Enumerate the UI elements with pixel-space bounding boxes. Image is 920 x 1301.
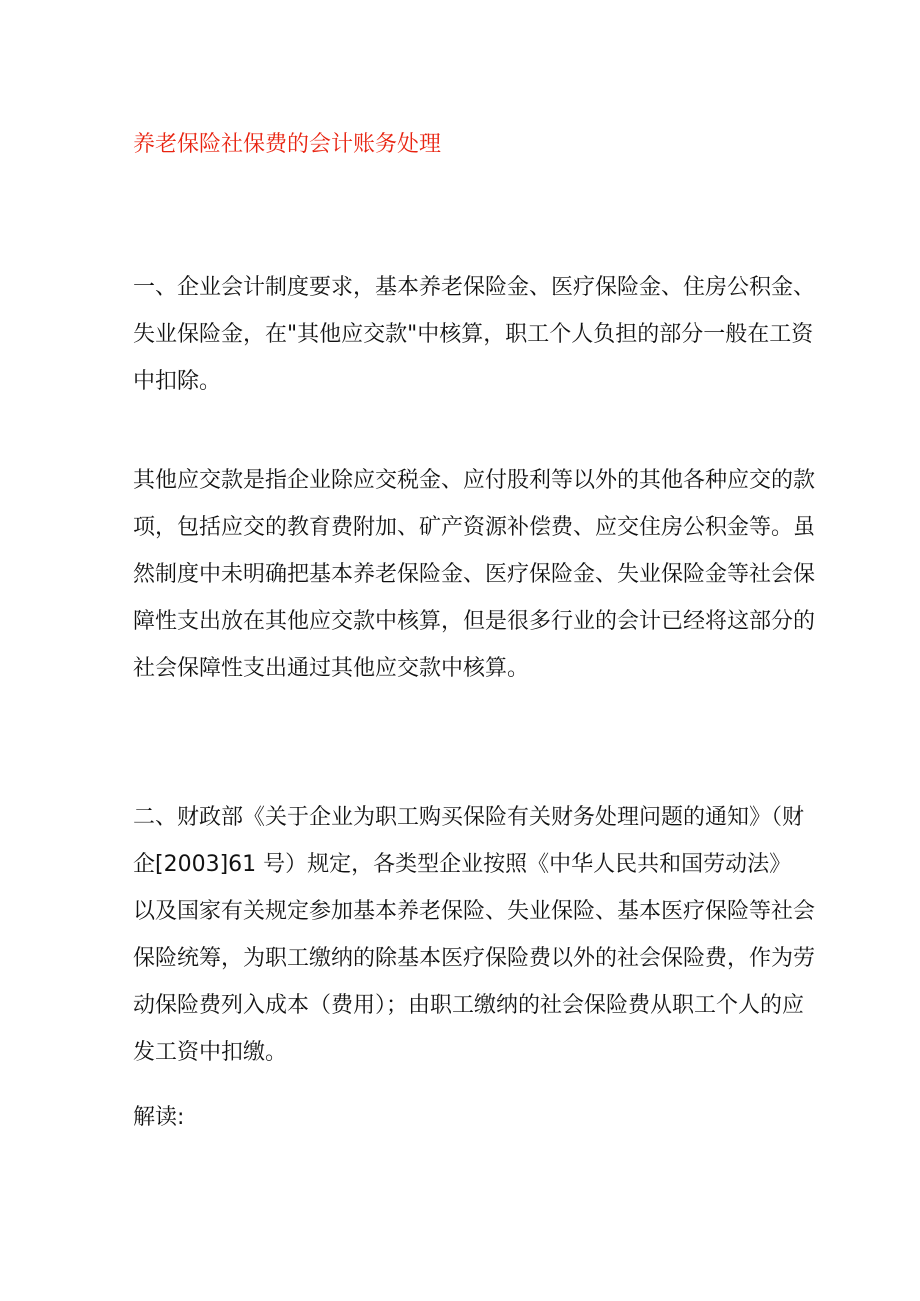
paragraph-enterprise-accounting-requirement [133, 264, 815, 405]
interpretation-label: 解读: [133, 1105, 185, 1130]
paragraph-line: 项，包括应交的教育费附加、矿产资源补偿费、应交住房公积金等。虽 [133, 515, 816, 540]
paragraph-other-payables-definition [133, 457, 815, 692]
paragraph-line: 社会保障性支出通过其他应交款中核算。 [133, 656, 530, 681]
paragraph-line: 然制度中未明确把基本养老保险金、医疗保险金、失业保险金等社会保 [133, 562, 816, 587]
paragraph-line: 二、财政部《关于企业为职工购买保险有关财务处理问题的通知》（财 [133, 805, 805, 830]
paragraph-line: 保险统筹，为职工缴纳的除基本医疗保险费以外的社会保险费，作为劳 [133, 946, 816, 971]
paragraph-line: 中扣除。 [133, 369, 222, 394]
paragraph-ministry-of-finance-notice [133, 794, 815, 1076]
paragraph-line: 其他应交款是指企业除应交税金、应付股利等以外的其他各种应交的款 [133, 468, 816, 493]
paragraph-line: 障性支出放在其他应交款中核算，但是很多行业的会计已经将这部分的 [133, 609, 816, 634]
paragraph-line: 失业保险金，在"其他应交款"中核算，职工个人负担的部分一般在工资 [133, 322, 814, 347]
paragraph-line: 企[2003]61 号）规定，各类型企业按照《中华人民共和国劳动法》 [133, 852, 792, 877]
paragraph-line: 一、企业会计制度要求，基本养老保险金、医疗保险金、住房公积金、 [133, 275, 816, 300]
paragraph-line: 以及国家有关规定参加基本养老保险、失业保险、基本医疗保险等社会 [133, 899, 816, 924]
document-title: 养老保险社保费的会计账务处理 [133, 132, 442, 157]
paragraph-line: 发工资中扣缴。 [133, 1040, 288, 1065]
paragraph-line: 动保险费列入成本（费用）；由职工缴纳的社会保险费从职工个人的应 [133, 993, 805, 1018]
